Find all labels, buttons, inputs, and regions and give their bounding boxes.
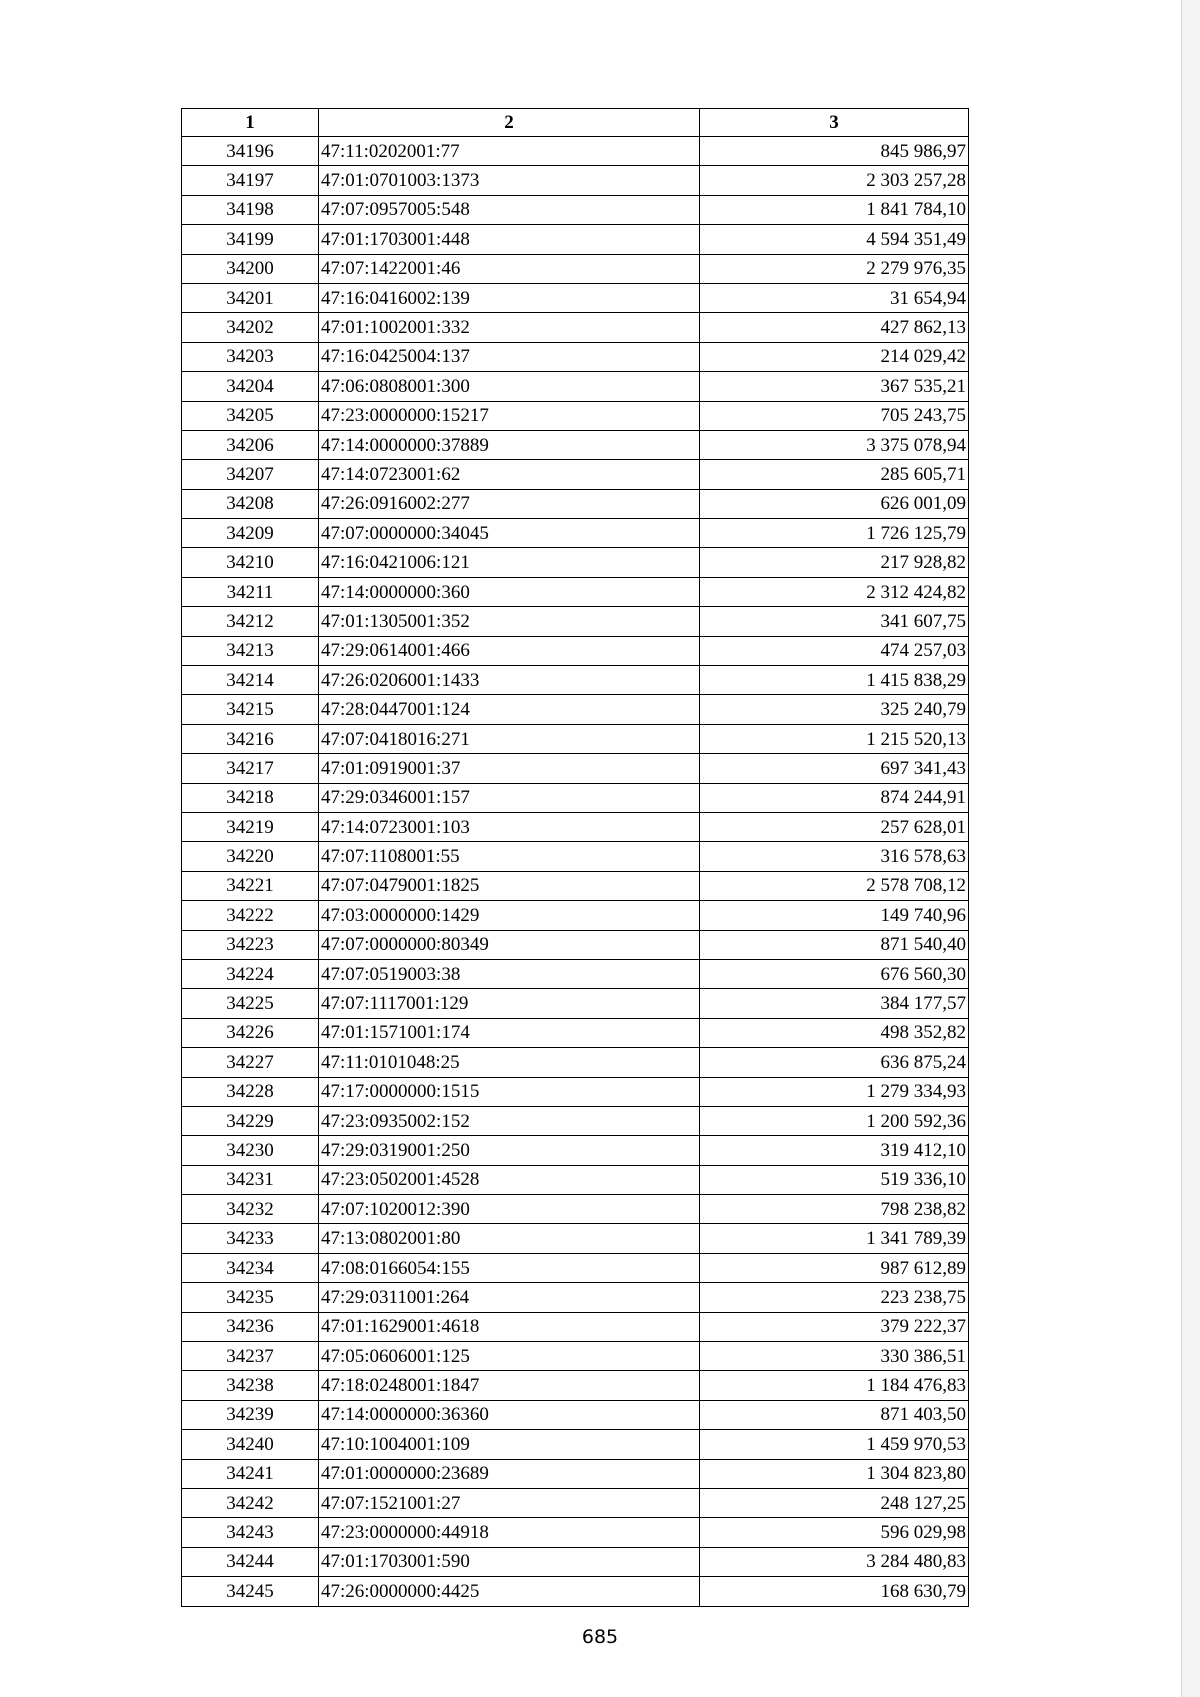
table-row: [182, 666, 969, 695]
value-cell: 1 304 823,80: [700, 1459, 969, 1488]
table-row: [182, 1165, 969, 1194]
row-number-cell: 34206: [182, 430, 319, 459]
table-row: [182, 401, 969, 430]
table-row: [182, 1430, 969, 1459]
table-row: [182, 1312, 969, 1341]
cadastral-number-cell: 47:07:0418016:271: [319, 724, 700, 753]
row-number-cell: 34236: [182, 1312, 319, 1341]
table-row: [182, 313, 969, 342]
value-cell: 705 243,75: [700, 401, 969, 430]
cadastral-number-cell: 47:01:1703001:590: [319, 1547, 700, 1576]
table-row: [182, 783, 969, 812]
value-cell: 214 029,42: [700, 342, 969, 371]
row-number-cell: 34208: [182, 489, 319, 518]
table-row: [182, 1459, 969, 1488]
row-number-cell: 34204: [182, 372, 319, 401]
table-row: [182, 812, 969, 841]
row-number-cell: 34209: [182, 519, 319, 548]
cadastral-number-cell: 47:17:0000000:1515: [319, 1077, 700, 1106]
row-number-cell: 34214: [182, 666, 319, 695]
row-number-cell: 34213: [182, 636, 319, 665]
table-row: [182, 1136, 969, 1165]
value-cell: 31 654,94: [700, 283, 969, 312]
table-row: [182, 460, 969, 489]
value-cell: 3 284 480,83: [700, 1547, 969, 1576]
cadastral-number-cell: 47:11:0202001:77: [319, 137, 700, 166]
table-row: [182, 1283, 969, 1312]
cadastral-number-cell: 47:07:0000000:34045: [319, 519, 700, 548]
cadastral-number-cell: 47:29:0346001:157: [319, 783, 700, 812]
row-number-cell: 34245: [182, 1577, 319, 1606]
value-cell: 1 841 784,10: [700, 195, 969, 224]
row-number-cell: 34222: [182, 901, 319, 930]
value-cell: 257 628,01: [700, 812, 969, 841]
row-number-cell: 34239: [182, 1400, 319, 1429]
cadastral-number-cell: 47:14:0000000:37889: [319, 430, 700, 459]
cadastral-number-cell: 47:13:0802001:80: [319, 1224, 700, 1253]
cadastral-number-cell: 47:29:0319001:250: [319, 1136, 700, 1165]
value-cell: 427 862,13: [700, 313, 969, 342]
row-number-cell: 34233: [182, 1224, 319, 1253]
cadastral-number-cell: 47:07:0000000:80349: [319, 930, 700, 959]
value-cell: 367 535,21: [700, 372, 969, 401]
value-cell: 474 257,03: [700, 636, 969, 665]
row-number-cell: 34201: [182, 283, 319, 312]
value-cell: 1 415 838,29: [700, 666, 969, 695]
value-cell: 1 341 789,39: [700, 1224, 969, 1253]
value-cell: 498 352,82: [700, 1018, 969, 1047]
table-row: [182, 959, 969, 988]
table-header-row: [182, 109, 969, 137]
table-row: [182, 548, 969, 577]
cadastral-number-cell: 47:07:1422001:46: [319, 254, 700, 283]
cadastral-number-cell: 47:07:0957005:548: [319, 195, 700, 224]
row-number-cell: 34228: [182, 1077, 319, 1106]
value-cell: 871 403,50: [700, 1400, 969, 1429]
value-cell: 379 222,37: [700, 1312, 969, 1341]
cadastral-number-cell: 47:23:0502001:4528: [319, 1165, 700, 1194]
row-number-cell: 34217: [182, 754, 319, 783]
value-cell: 319 412,10: [700, 1136, 969, 1165]
cadastral-number-cell: 47:01:1629001:4618: [319, 1312, 700, 1341]
row-number-cell: 34223: [182, 930, 319, 959]
cadastral-number-cell: 47:01:1305001:352: [319, 607, 700, 636]
table-row: [182, 1488, 969, 1517]
row-number-cell: 34197: [182, 166, 319, 195]
table-row: [182, 1400, 969, 1429]
table-row: [182, 1342, 969, 1371]
value-cell: 845 986,97: [700, 137, 969, 166]
row-number-cell: 34227: [182, 1048, 319, 1077]
cadastral-number-cell: 47:23:0000000:44918: [319, 1518, 700, 1547]
cadastral-number-cell: 47:07:0519003:38: [319, 959, 700, 988]
table-row: [182, 1195, 969, 1224]
cadastral-number-cell: 47:08:0166054:155: [319, 1253, 700, 1282]
cadastral-number-cell: 47:01:0000000:23689: [319, 1459, 700, 1488]
page-edge-strip: [1181, 0, 1200, 1697]
value-cell: 1 200 592,36: [700, 1106, 969, 1135]
cadastral-number-cell: 47:10:1004001:109: [319, 1430, 700, 1459]
cadastral-number-cell: 47:26:0206001:1433: [319, 666, 700, 695]
value-cell: 2 303 257,28: [700, 166, 969, 195]
row-number-cell: 34242: [182, 1488, 319, 1517]
value-cell: 596 029,98: [700, 1518, 969, 1547]
cadastral-number-cell: 47:26:0000000:4425: [319, 1577, 700, 1606]
table-row: [182, 1106, 969, 1135]
row-number-cell: 34199: [182, 225, 319, 254]
value-cell: 168 630,79: [700, 1577, 969, 1606]
cadastral-number-cell: 47:16:0416002:139: [319, 283, 700, 312]
table-row: [182, 137, 969, 166]
cadastral-number-cell: 47:14:0723001:62: [319, 460, 700, 489]
row-number-cell: 34226: [182, 1018, 319, 1047]
table-body: [182, 137, 969, 1607]
table-row: [182, 372, 969, 401]
value-cell: 1 215 520,13: [700, 724, 969, 753]
row-number-cell: 34205: [182, 401, 319, 430]
value-cell: 3 375 078,94: [700, 430, 969, 459]
table-row: [182, 636, 969, 665]
table-row: [182, 430, 969, 459]
table-row: [182, 1253, 969, 1282]
row-number-cell: 34238: [182, 1371, 319, 1400]
value-cell: 798 238,82: [700, 1195, 969, 1224]
cadastral-number-cell: 47:16:0425004:137: [319, 342, 700, 371]
table-row: [182, 342, 969, 371]
value-cell: 217 928,82: [700, 548, 969, 577]
table-row: [182, 1577, 969, 1606]
row-number-cell: 34203: [182, 342, 319, 371]
table-row: [182, 930, 969, 959]
cadastral-number-cell: 47:05:0606001:125: [319, 1342, 700, 1371]
cadastral-number-cell: 47:07:1020012:390: [319, 1195, 700, 1224]
cadastral-number-cell: 47:01:1002001:332: [319, 313, 700, 342]
cadastral-number-cell: 47:29:0311001:264: [319, 1283, 700, 1312]
row-number-cell: 34243: [182, 1518, 319, 1547]
cadastral-number-cell: 47:03:0000000:1429: [319, 901, 700, 930]
row-number-cell: 34215: [182, 695, 319, 724]
table-row: [182, 1048, 969, 1077]
table-row: [182, 1018, 969, 1047]
value-cell: 987 612,89: [700, 1253, 969, 1282]
value-cell: 697 341,43: [700, 754, 969, 783]
row-number-cell: 34240: [182, 1430, 319, 1459]
table-row: [182, 577, 969, 606]
value-cell: 149 740,96: [700, 901, 969, 930]
value-cell: 1 459 970,53: [700, 1430, 969, 1459]
table-row: [182, 1371, 969, 1400]
value-cell: 325 240,79: [700, 695, 969, 724]
value-cell: 223 238,75: [700, 1283, 969, 1312]
table-row: [182, 842, 969, 871]
table-row: [182, 607, 969, 636]
table-row: [182, 254, 969, 283]
cadastral-number-cell: 47:06:0808001:300: [319, 372, 700, 401]
row-number-cell: 34225: [182, 989, 319, 1018]
value-cell: 330 386,51: [700, 1342, 969, 1371]
cadastral-number-cell: 47:26:0916002:277: [319, 489, 700, 518]
cadastral-value-table: [181, 108, 969, 1607]
cadastral-number-cell: 47:14:0000000:36360: [319, 1400, 700, 1429]
cadastral-number-cell: 47:01:1571001:174: [319, 1018, 700, 1047]
cadastral-number-cell: 47:01:0701003:1373: [319, 166, 700, 195]
cadastral-number-cell: 47:29:0614001:466: [319, 636, 700, 665]
row-number-cell: 34216: [182, 724, 319, 753]
value-cell: 2 279 976,35: [700, 254, 969, 283]
row-number-cell: 34198: [182, 195, 319, 224]
value-cell: 1 726 125,79: [700, 519, 969, 548]
value-cell: 285 605,71: [700, 460, 969, 489]
table-row: [182, 695, 969, 724]
table-row: [182, 1224, 969, 1253]
cadastral-number-cell: 47:23:0000000:15217: [319, 401, 700, 430]
row-number-cell: 34229: [182, 1106, 319, 1135]
header-col-2: 2: [319, 109, 700, 137]
row-number-cell: 34231: [182, 1165, 319, 1194]
table-row: [182, 1518, 969, 1547]
table-row: [182, 195, 969, 224]
row-number-cell: 34219: [182, 812, 319, 841]
row-number-cell: 34211: [182, 577, 319, 606]
table-row: [182, 1547, 969, 1576]
row-number-cell: 34232: [182, 1195, 319, 1224]
row-number-cell: 34235: [182, 1283, 319, 1312]
header-col-1: 1: [182, 109, 319, 137]
cadastral-number-cell: 47:01:1703001:448: [319, 225, 700, 254]
table-row: [182, 225, 969, 254]
value-cell: 626 001,09: [700, 489, 969, 518]
row-number-cell: 34202: [182, 313, 319, 342]
value-cell: 384 177,57: [700, 989, 969, 1018]
row-number-cell: 34220: [182, 842, 319, 871]
row-number-cell: 34224: [182, 959, 319, 988]
table-row: [182, 989, 969, 1018]
cadastral-number-cell: 47:01:0919001:37: [319, 754, 700, 783]
value-cell: 874 244,91: [700, 783, 969, 812]
cadastral-number-cell: 47:23:0935002:152: [319, 1106, 700, 1135]
value-cell: 316 578,63: [700, 842, 969, 871]
value-cell: 248 127,25: [700, 1488, 969, 1517]
page-number: 685: [581, 1626, 619, 1648]
row-number-cell: 34218: [182, 783, 319, 812]
value-cell: 1 184 476,83: [700, 1371, 969, 1400]
row-number-cell: 34200: [182, 254, 319, 283]
value-cell: 636 875,24: [700, 1048, 969, 1077]
value-cell: 4 594 351,49: [700, 225, 969, 254]
cadastral-number-cell: 47:07:1108001:55: [319, 842, 700, 871]
table-row: [182, 1077, 969, 1106]
row-number-cell: 34210: [182, 548, 319, 577]
header-col-3: 3: [700, 109, 969, 137]
row-number-cell: 34196: [182, 137, 319, 166]
cadastral-number-cell: 47:07:1117001:129: [319, 989, 700, 1018]
row-number-cell: 34244: [182, 1547, 319, 1576]
cadastral-number-cell: 47:28:0447001:124: [319, 695, 700, 724]
cadastral-number-cell: 47:11:0101048:25: [319, 1048, 700, 1077]
value-cell: 341 607,75: [700, 607, 969, 636]
row-number-cell: 34207: [182, 460, 319, 489]
table-row: [182, 283, 969, 312]
value-cell: 676 560,30: [700, 959, 969, 988]
table-row: [182, 489, 969, 518]
cadastral-number-cell: 47:07:0479001:1825: [319, 871, 700, 900]
cadastral-number-cell: 47:16:0421006:121: [319, 548, 700, 577]
row-number-cell: 34234: [182, 1253, 319, 1282]
table-row: [182, 871, 969, 900]
cadastral-number-cell: 47:07:1521001:27: [319, 1488, 700, 1517]
table-row: [182, 724, 969, 753]
row-number-cell: 34212: [182, 607, 319, 636]
table-row: [182, 754, 969, 783]
value-cell: 1 279 334,93: [700, 1077, 969, 1106]
row-number-cell: 34221: [182, 871, 319, 900]
table-row: [182, 901, 969, 930]
value-cell: 2 578 708,12: [700, 871, 969, 900]
table-row: [182, 166, 969, 195]
value-cell: 871 540,40: [700, 930, 969, 959]
table-row: [182, 519, 969, 548]
value-cell: 2 312 424,82: [700, 577, 969, 606]
row-number-cell: 34230: [182, 1136, 319, 1165]
row-number-cell: 34237: [182, 1342, 319, 1371]
cadastral-number-cell: 47:14:0000000:360: [319, 577, 700, 606]
value-cell: 519 336,10: [700, 1165, 969, 1194]
cadastral-number-cell: 47:18:0248001:1847: [319, 1371, 700, 1400]
row-number-cell: 34241: [182, 1459, 319, 1488]
cadastral-number-cell: 47:14:0723001:103: [319, 812, 700, 841]
